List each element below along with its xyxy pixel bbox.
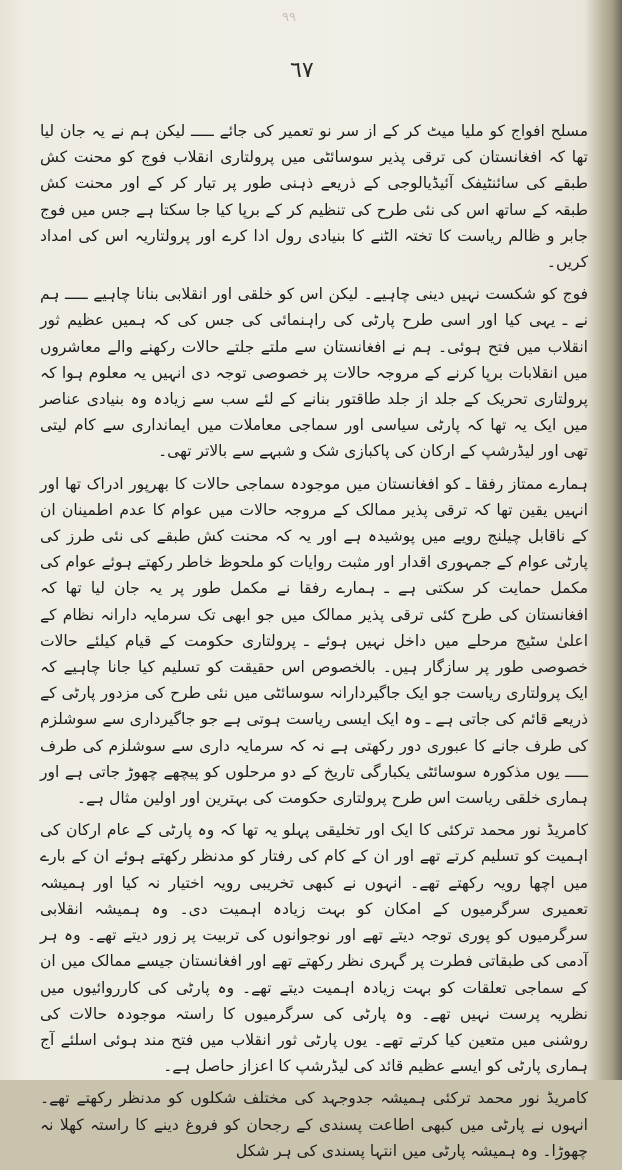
page-edge-shadow (612, 0, 622, 1080)
paragraph: کامریڈ نور محمد ترکئی کا ایک اور تخلیقی پہلو یہ تھا کہ وہ پارٹی کے عام ارکان کی اہمیت کو تسلیم کرتے تھے اور ان کے کام کی رفتار کو مدنظر رکھتے ہوئے ان کے بارے میں اچھا رویہ رکھتے تھے۔ انہوں نے کبھی تخریبی رویہ اختیار نہ کیا اور ہمیشہ تعمیری سرگرمیوں کے امکان کو بہت زیادہ اہمیت دی۔ وہ ہمیشہ انقلابی سرگرمیوں کو پوری توجہ دیتے تھے اور نوجوانوں کی تربیت پر زور دیتے تھے۔ وہ ہر آدمی کی طبقاتی فطرت پر گہری نظر رکھتے تھے اور افغانستان جیسے ممالک میں ان کے سماجی تعلقات کو بہت زیادہ اہمیت دیتے تھے۔ وہ پارٹی کی کارروائیوں میں نظریہ پرست نہیں تھے۔ وہ پارٹی کی سرگرمیوں کا راستہ موجودہ حالات کی روشنی میں متعین کیا کرتے تھے۔ یوں پارٹی ثور انقلاب میں فتح مند ہوئی اسلئے آج ہماری پارٹی کو ایسے عظیم قائد کی لیڈرشپ کا اعزاز حاصل ہے۔ (40, 821, 588, 1076)
page-number: ٦٧ (290, 58, 314, 83)
paragraph: فوج کو شکست نہیں دینی چاہیے۔ لیکن اس کو خلقی اور انقلابی بنانا چاہیے ـــــ ہم نے ـ یہی کیا اور اسی طرح پارٹی کی راہنمائی کی جس کی کہ ہمیں عظیم ثور انقلاب میں فتح ہوئی۔ ہم نے افغانستان سے ملتے جلتے حالات رکھنے والے معاشروں میں انقلابات برپا کرنے کے مروجہ حالات پر خصوصی توجہ دی انہیں یہ معلوم ہوا کہ پرولتاری تحریک کے جلد از جلد طاقتور بنانے کے لئے سب سے زیادہ وہ بنیادی عناصر میں ایک یہ تھا کہ پارٹی سیاسی اور سماجی معاملات میں ایمانداری سے کام لیتی تھی اور لیڈرشپ کے ارکان کی پاکبازی شک و شبہے سے بالاتر تھی۔ (40, 285, 588, 461)
paragraph: کامریڈ نور محمد ترکئی ہمیشہ جدوجہد کی مختلف شکلوں کو مدنظر رکھتے تھے۔ انہوں نے پارٹی میں کبھی اطاعت پسندی کے رجحان کو فروغ دینے کا راستہ کھلا نہ چھوڑا۔ وہ ہمیشہ پارٹی میں انتہا پسندی کی ہر شکل (40, 1089, 588, 1160)
paragraph: مسلح افواج کو ملیا میٹ کر کے از سر نو تعمیر کی جائے ـــــ لیکن ہم نے یہ جان لیا تھا کہ افغانستان کی ترقی پذیر سوسائٹی میں پرولتاری انقلاب فوج کو محنت کش طبقے کی سائنٹیفک آئیڈیالوجی کے ذریعے ذہنی طور پر تیار کر کے اور محنت کش طبقہ کے ساتھ اس کی نئی طرح کی تنظیم کر کے برپا کیا جا سکتا ہے جس میں فوج جابر و ظالم ریاست کا تختہ الٹنے کا بنیادی رول ادا کرے اور پرولتاریہ اس کی امداد کریں۔ (40, 122, 588, 272)
body-text (40, 118, 588, 1170)
faint-bleed-through-number: ٩٩ (282, 10, 296, 25)
paragraph: ہمارے ممتاز رفقا ـ کو افغانستان میں موجودہ سماجی حالات کا بھرپور ادراک تھا اور انہیں یقین تھا کہ ترقی پذیر ممالک کے مروجہ حالات میں عوام کا عدم اطمینان ان کے ناقابل چیلنج رویے میں پوشیدہ ہے اور یہ کہ محنت کش طبقے کی نئی طرز کی پارٹی عوام کے جمہوری اقدار اور مثبت روایات کو ملحوظ خاطر رکھتے ہوئے عوام کی مکمل حمایت کر سکتی ہے ـ ہمارے رفقا نے مکمل طور پر یہ جان لیا تھا کہ افغانستان کی طرح کئی ترقی پذیر ممالک میں جو ابھی تک سرمایہ دارانہ نظام کے اعلیٰ سٹیج مرحلے میں داخل نہیں ہوئے ـ پرولتاری حکومت کے قیام کیلئے حالات خصوصی طور پر سازگار ہیں۔ بالخصوص اس حقیقت کو تسلیم کیا جانا چاہیے کہ ایک پرولتاری ریاست جو ایک جاگیردارانہ سوسائٹی میں نئی طرح کی مزدور پارٹی کے ذریعے قائم کی جاتی ہے ـ وہ ایک ایسی ریاست ہوتی ہے جو جاگیرداری سے سوشلزم کی طرف جانے کا عبوری دور رکھتی ہے نہ کہ سرمایہ داری سے سوشلزم کی طرف ـــــ یوں مذکورہ سوسائٹی یکبارگی تاریخ کے دو مرحلوں کو پیچھے چھوڑ جاتی ہے اور ہماری خلقی ریاست اس طرح پرولتاری حکومت کی بہترین اور اولین مثال ہے۔ (40, 474, 588, 808)
